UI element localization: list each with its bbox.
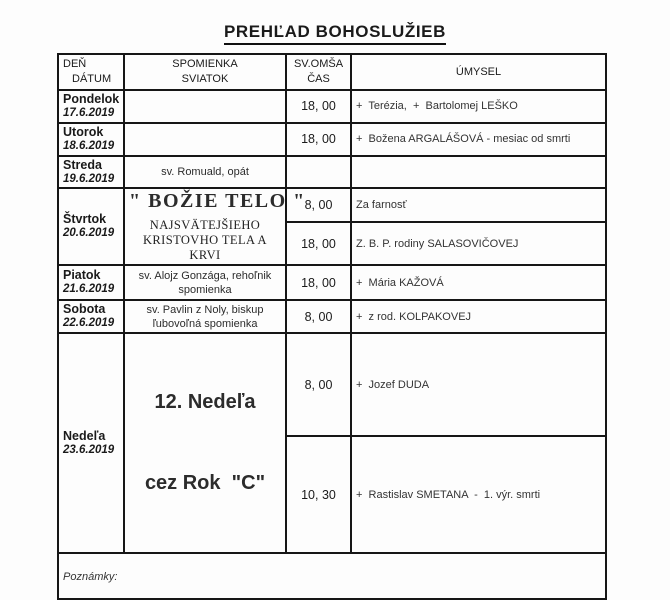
row-sunday xyxy=(58,333,606,436)
day-date: 23.6.2019 xyxy=(63,443,115,456)
row-tuesday xyxy=(58,123,606,156)
tuesday-day-cell xyxy=(58,123,124,156)
wednesday-day-cell xyxy=(58,156,124,189)
monday-day-cell xyxy=(58,90,124,123)
day-name: Piatok xyxy=(63,268,101,283)
page-title xyxy=(0,0,670,45)
day-name: Pondelok xyxy=(63,92,120,106)
table-header-row xyxy=(58,54,606,90)
day-date: 21.6.2019 xyxy=(63,283,115,296)
sunday-intention-cell-1: + Jozef DUDA xyxy=(351,333,606,436)
day-date: 19.6.2019 xyxy=(63,172,115,185)
day-name: Streda xyxy=(63,157,102,172)
sunday-intention-cell-2: + Rastislav SMETANA - 1. výr. smrti xyxy=(351,436,606,553)
day-name: Utorok xyxy=(63,124,104,139)
header-intention-column xyxy=(351,54,606,90)
memorial-line2: spomienka xyxy=(178,283,232,296)
thursday-intention-cell-1: Za farnosť xyxy=(351,188,606,221)
header-memorial-column xyxy=(124,54,286,90)
day-name: Nedeľa xyxy=(63,428,106,443)
wednesday-intention-cell xyxy=(351,156,606,189)
notes-box xyxy=(58,553,606,599)
row-monday xyxy=(58,90,606,123)
header-intention-label: ÚMYSEL xyxy=(455,65,502,78)
feast-subtitle xyxy=(129,218,281,263)
wednesday-time-cell xyxy=(286,156,351,189)
day-date: 17.6.2019 xyxy=(63,107,115,119)
row-thursday xyxy=(58,188,606,221)
memorial-line1: sv. Alojz Gonzága, rehoľnik xyxy=(138,269,272,282)
day-date: 18.6.2019 xyxy=(63,139,115,152)
header-mass-time-column xyxy=(286,54,351,90)
header-memorial-line2: SVIATOK xyxy=(181,73,229,85)
thursday-time-cell-2: 18, 00 xyxy=(286,222,351,266)
sunday-feast-line1: 12. Nedeľa xyxy=(154,391,256,414)
row-notes xyxy=(58,553,606,599)
sunday-feast-cell xyxy=(124,333,286,553)
thursday-feast-cell xyxy=(124,188,306,265)
sunday-time-cell-2: 10, 30 xyxy=(286,436,351,553)
thursday-day-cell xyxy=(58,188,124,265)
header-memorial-line1: SPOMIENKA xyxy=(172,58,238,71)
memorial-line1: sv. Pavlin z Noly, biskup xyxy=(146,303,264,316)
friday-memorial-cell xyxy=(124,265,286,300)
thursday-time-cell-1: 8, 00 xyxy=(286,188,351,221)
friday-day-cell xyxy=(58,265,124,300)
memorial-line2: ľubovoľná spomienka xyxy=(152,317,258,330)
monday-intention-cell: + Terézia, + Bartolomej LEŠKO xyxy=(351,90,606,123)
tuesday-memorial-cell xyxy=(124,123,286,156)
feast-title: " BOŽIE TELO " xyxy=(129,190,306,213)
tuesday-intention-cell: + Božena ARGALÁŠOVÁ - mesiac od smrti xyxy=(351,123,606,156)
saturday-memorial-cell xyxy=(124,300,286,333)
sunday-day-cell xyxy=(58,333,124,553)
day-name: Sobota xyxy=(63,302,106,317)
page-title-text: PREHĽAD BOHOSLUŽIEB xyxy=(224,22,446,45)
monday-time-cell: 18, 00 xyxy=(286,90,351,123)
header-day-line1: DEŇ xyxy=(63,58,87,71)
friday-time-cell: 18, 00 xyxy=(286,265,351,300)
feast-subtitle-line2: KRISTOVHO TELA A KRVI xyxy=(142,233,267,263)
saturday-intention-cell: + z rod. KOLPAKOVEJ xyxy=(351,300,606,333)
header-day-line2: DÁTUM xyxy=(72,73,112,85)
notes-label: Poznámky: xyxy=(63,571,118,584)
wednesday-memorial-cell: sv. Romuald, opát xyxy=(124,156,286,189)
row-friday xyxy=(58,265,606,300)
sunday-feast-line2: cez Rok "C" xyxy=(144,472,266,495)
mass-schedule-table xyxy=(57,53,607,600)
monday-memorial-cell xyxy=(124,90,286,123)
header-mass-line2: ČAS xyxy=(307,73,330,85)
day-name: Štvrtok xyxy=(63,212,107,227)
header-mass-line1: SV.OMŠA xyxy=(293,58,344,71)
row-wednesday xyxy=(58,156,606,189)
day-date: 20.6.2019 xyxy=(63,227,115,240)
saturday-day-cell xyxy=(58,300,124,333)
saturday-time-cell: 8, 00 xyxy=(286,300,351,333)
tuesday-time-cell: 18, 00 xyxy=(286,123,351,156)
sunday-feast-title xyxy=(129,335,281,551)
feast-subtitle-line1: NAJSVÄTEJŠIEHO xyxy=(149,218,261,233)
sunday-time-cell-1: 8, 00 xyxy=(286,333,351,436)
thursday-intention-cell-2: Z. B. P. rodiny SALASOVIČOVEJ xyxy=(351,222,606,266)
day-date: 22.6.2019 xyxy=(63,317,115,330)
header-day-column xyxy=(58,54,124,90)
row-saturday xyxy=(58,300,606,333)
friday-intention-cell: + Mária KAŽOVÁ xyxy=(351,265,606,300)
